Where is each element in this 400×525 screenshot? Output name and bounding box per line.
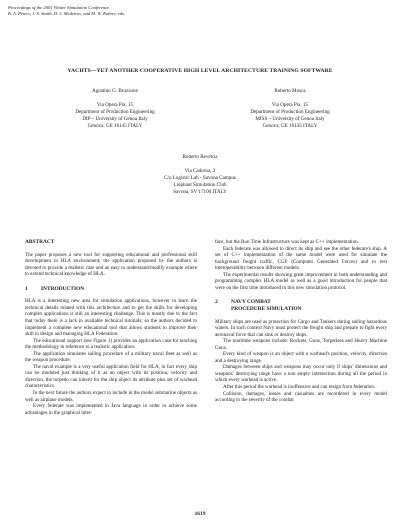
author-address-line: Via Opera Pia, 15: [96, 101, 134, 108]
author-address-line: Department of Production Engineering: [250, 108, 330, 115]
body-paragraph: Damages between ships and weapons may occur only if ships' dimensions and weapons' destroying range have a non empty intersection during all the period in which every warhead is active.: [215, 364, 387, 384]
body-paragraph: The application simulates sailing procedure of a military naval fleet as well as the weapon procedure.: [25, 350, 197, 364]
abstract-heading: ABSTRACT: [25, 239, 55, 245]
body-paragraph: The maritime weapons include: Rockets, Guns, Torpedoes and Heavy Machine Guns.: [215, 338, 387, 351]
section-1-heading: [25, 286, 197, 293]
body-paragraph: Each federate was allowed to direct its ship and see the other federate's ship. A set of C++ implementation of the same model were used for simulate the background freight traffic, CGF (Computer Generated Forces) and to test interoperability between different models.: [215, 245, 387, 272]
author-name: Agostino G. Bruzzone: [92, 88, 138, 94]
author-block-1: [55, 88, 175, 130]
author-name: Roberto Revetria: [182, 154, 218, 160]
author-address-line: Via Opera Pia, 15: [271, 101, 309, 108]
section-title-line-2: PROCEDURE SIMULATION: [231, 305, 302, 312]
proceedings-line-1: Proceedings of the 2001 Winter Simulation Conference: [8, 5, 110, 10]
author-address-line: Genova, GE 16145 ITALY: [262, 122, 318, 129]
body-paragraph: After this period the warhead is inoffensive and can resign from federation.: [223, 384, 376, 391]
author-address-line: Savona, SV 17100 ITALY: [173, 188, 227, 195]
page-number: 1619: [194, 511, 206, 517]
section-number: 1: [25, 285, 28, 292]
left-column: [25, 239, 197, 416]
author-address-line: MISS – University of Genoa Italy: [255, 115, 325, 122]
section-number: 2: [215, 299, 218, 306]
proceedings-line-2: B. A. Peters, J. S. Smith, D. J. Medeiros, and M. W. Rohrer, eds.: [8, 10, 126, 16]
body-paragraph: The experimental results showing great improvement in both understanding and programming complex HLA model as well as a good introduction for people that were on the first time introduced to this new simulation protocol.: [215, 271, 387, 291]
right-column: [215, 239, 387, 404]
section-title: INTRODUCTION: [41, 285, 85, 292]
author-address-line: Department of Production Engineering: [75, 108, 155, 115]
body-paragraph: Every federate was implemented in Java language in order to achieve some advantages in the graphical inter-: [25, 403, 197, 416]
body-paragraph: Every kind of weapon is an object with a warhead's position, velocity, direction and a destroying range.: [215, 351, 387, 364]
proceedings-header: [8, 5, 125, 16]
body-paragraph: face, but the Run Time Infrastructure was kept as C++ implementation.: [215, 239, 359, 245]
author-address-line: Liophant Simulation Club: [173, 181, 227, 188]
author-address-line: C/o Logistic Lab - Savona Campus: [164, 174, 236, 181]
body-paragraph: In the next future the authors expect to include in the model submarine objects as well as airplane models.: [25, 390, 197, 403]
author-block-2: [225, 88, 355, 130]
body-paragraph: HLA is a interesting new area for simulation applications, however to learn the technical details related with this architecture and to get the skills for developing complex applications is still an interesting challenge. This is mostly due to the fact that today there is a lack in available technical tutorials; so the authors decided to implement a complete new educational tool that allows students to improve their skill in design and managing HLA Federation.: [25, 298, 197, 338]
body-paragraph: Collision, damages, losses and casualties are recordered in every model according to the severity of the combat: [215, 390, 387, 404]
body-paragraph: The naval example is a very useful application field for HLA, in fact every ship can be modeled just thinking of it as an object with its position, velocity and direction, the torpedo can inherit for the ship object its attribute plus set of warhead characteristics.: [25, 363, 197, 390]
author-block-3: [140, 154, 260, 196]
author-address-line: Genova, GE 16145 ITALY: [87, 122, 143, 129]
abstract-text: The paper proposes a new tool for supporting educational and professional skill development in HLA environment; the application proposed by the authors is devoted to provide a realistic case and an easy to understand/modify example where to extend technical knowledge of HLA.: [25, 251, 197, 278]
paper-title: YACHTS—YET ANOTHER COOPERATIVE HIGH LEVEL ARCHITECTURE TRAINING SOFTWARE: [67, 68, 333, 74]
author-name: Roberto Mosca: [274, 88, 306, 94]
section-title-line-1: NAVY COMBAT: [231, 299, 271, 306]
body-paragraph: Military ships are used as protection for Cargo and Tankers during sailing hazardous waters. In such context Navy must protect the freight ship and prepare to fight every aeronaval force that can sink or destroy ships.: [215, 318, 387, 338]
section-2-heading: [215, 299, 387, 312]
author-address-line: DIP – University of Genoa Italy: [82, 115, 148, 122]
author-address-line: Via Cadorna, 2: [184, 167, 216, 174]
body-paragraph: The educational support (see Figure 1) provides an application case for teaching the methodology in reference to a realistic application.: [25, 337, 197, 351]
